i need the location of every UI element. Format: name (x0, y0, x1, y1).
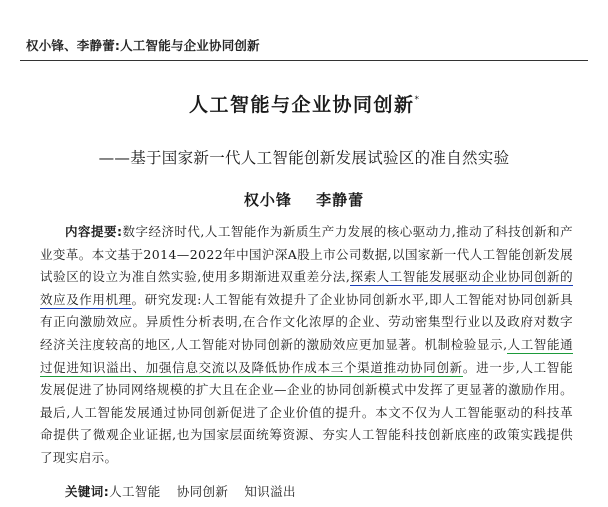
keyword: 知识溢出 (244, 484, 296, 499)
keywords-label: 关键词: (65, 484, 110, 499)
highlighted-mechanism-finding: 人工智能通过促进知识溢出、加强信息交流以及降低协作成本三个渠道推动协同创新 (40, 336, 573, 375)
keyword: 协同创新 (176, 484, 229, 499)
author-list (0, 189, 608, 210)
author-name: 李静蕾 (316, 191, 365, 209)
abstract-label: 内容提要: (65, 224, 123, 239)
abstract-text: 。进一步,人工智能发展促进了协同网络规模的扩大且在企业—企业的协同创新模式中发挥了更显著的激励作用。最后,人工智能发展通过协同创新促进了企业价值的提升。本文不仅为人工智能驱动的科技革命提供了微观企业证据,也为国家层面统筹资源、夯实人工智能科技创新底座的政策实践提供了现实启示。 (40, 359, 573, 465)
abstract-text: 数字经济时代,人工智能作为新质生产力发展的核心驱动力,推动了科技创新和产业变革。本文基于2014—2022年中国沪深A股上市公司数据,以国家新一代人工智能创新发展试验区的设立为准自然实验,使用多期渐进双重差分法, (40, 224, 573, 285)
running-header: 权小锋、李静蕾:人工智能与企业协同创新 (26, 38, 260, 53)
keywords-line (40, 482, 573, 500)
paper-subtitle: ——基于国家新一代人工智能创新发展试验区的准自然实验 (98, 149, 510, 167)
abstract-paragraph (40, 221, 573, 470)
highlighted-research-aim: 探索人工智能发展驱动企业协同创新的效应及作用机理 (40, 269, 573, 307)
title-text: 人工智能与企业协同创新 (188, 94, 415, 116)
title-footnote-mark: * (414, 95, 419, 105)
header-rule (20, 60, 588, 61)
author-name: 权小锋 (243, 191, 292, 209)
abstract-text: 。研究发现:人工智能有效提升了企业协同创新水平,即人工智能对协同创新具有正向激励效应。异质性分析表明,在合作文化浓厚的企业、劳动密集型行业以及政府对数字经济关注度较高的地区,人工智能对协同创新的激励效应更加显著。机制检验显示, (40, 291, 573, 352)
paper-title (0, 90, 608, 117)
keyword: 人工智能 (109, 484, 161, 499)
